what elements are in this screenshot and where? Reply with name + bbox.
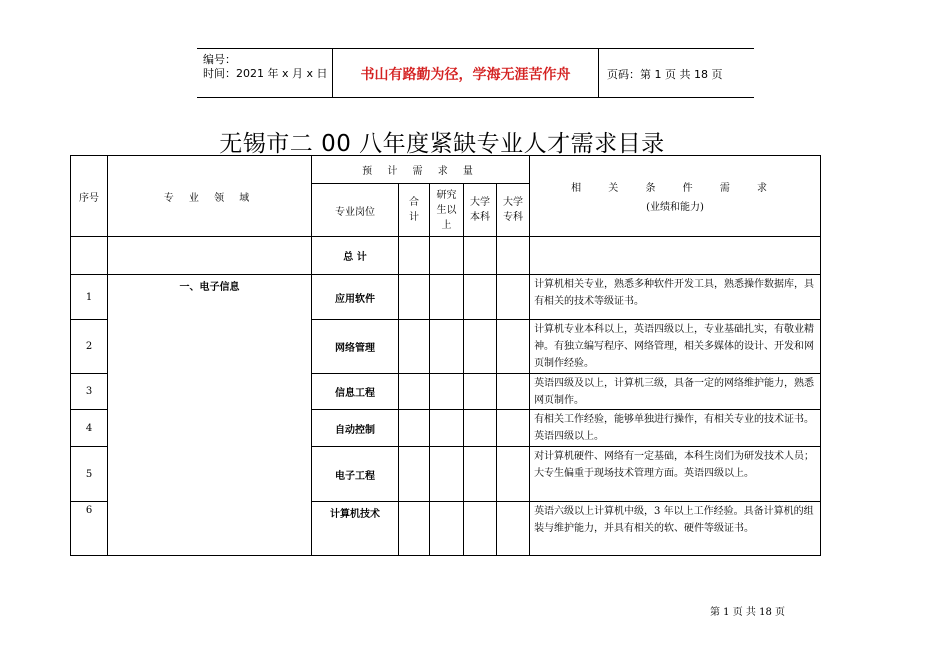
page-title: 无锡市二 00 八年度紧缺专业人才需求目录	[219, 131, 665, 157]
college-header-text: 大学专科	[503, 197, 524, 223]
row-bachelor	[464, 447, 497, 502]
col-header-conditions	[530, 156, 821, 237]
row-college	[497, 374, 530, 410]
row-bachelor	[464, 410, 497, 447]
row-total	[399, 502, 430, 556]
total-label: 总 计	[312, 237, 399, 275]
row-grad	[430, 374, 464, 410]
col-header-post: 专业岗位	[312, 184, 399, 237]
col-header-demand: 预 计 需 求 量	[312, 156, 530, 184]
time-label: 时间：2021 年 x 月 x 日	[203, 67, 328, 80]
header-page-cell	[599, 49, 754, 97]
page-footer: 第 1 页 共 18 页	[710, 607, 785, 618]
grad-header-text: 研究生以上	[436, 189, 457, 231]
row-grad	[430, 502, 464, 556]
conditions-subtitle: (业绩和能力)	[646, 202, 704, 213]
table-row	[71, 275, 821, 320]
col-header-seq: 序号	[71, 156, 108, 237]
col-header-college	[497, 184, 530, 237]
header-row-1	[71, 156, 821, 184]
row-post: 信息工程	[312, 374, 399, 410]
motto-text: 书山有路勤为径，学海无涯苦作舟	[360, 67, 571, 83]
total-field-cell	[108, 237, 312, 275]
row-college	[497, 502, 530, 556]
col-header-total	[399, 184, 430, 237]
row-grad	[430, 410, 464, 447]
total-college-cell	[497, 237, 530, 275]
row-total	[399, 447, 430, 502]
row-seq: 3	[71, 374, 108, 410]
row-grad	[430, 320, 464, 374]
row-seq: 2	[71, 320, 108, 374]
total-header-text: 合计	[409, 197, 419, 223]
total-row	[71, 237, 821, 275]
row-total	[399, 320, 430, 374]
row-bachelor	[464, 502, 497, 556]
header-meta-cell	[197, 49, 333, 97]
row-seq: 5	[71, 447, 108, 502]
total-cond-cell	[530, 237, 821, 275]
row-seq: 6	[71, 502, 108, 556]
row-college	[497, 320, 530, 374]
row-conditions: 有相关工作经验，能够单独进行操作，有相关专业的技术证书。英语四级以上。	[530, 410, 821, 447]
col-header-grad	[430, 184, 464, 237]
conditions-title: 相 关 条 件 需 求	[571, 183, 780, 194]
total-seq-cell	[71, 237, 108, 275]
row-total	[399, 275, 430, 320]
row-seq: 4	[71, 410, 108, 447]
row-college	[497, 410, 530, 447]
row-college	[497, 447, 530, 502]
row-post: 应用软件	[312, 275, 399, 320]
row-grad	[430, 447, 464, 502]
row-conditions: 计算机相关专业，熟悉多种软件开发工具，熟悉操作数据库，具有相关的技术等级证书。	[530, 275, 821, 320]
bachelor-header-text: 大学本科	[470, 197, 490, 223]
row-conditions: 英语四级及以上，计算机三级，具备一定的网络维护能力，熟悉网页制作。	[530, 374, 821, 410]
total-bachelor-cell	[464, 237, 497, 275]
row-grad	[430, 275, 464, 320]
demand-table	[70, 155, 821, 556]
col-header-bachelor	[464, 184, 497, 237]
row-conditions: 计算机专业本科以上，英语四级以上，专业基础扎实，有敬业精神。有独立编写程序、网络管理，相关多媒体的设计、开发和网页制作经验。	[530, 320, 821, 374]
row-bachelor	[464, 320, 497, 374]
document-header	[197, 48, 754, 98]
row-post: 自动控制	[312, 410, 399, 447]
row-total	[399, 410, 430, 447]
row-seq: 1	[71, 275, 108, 320]
page-info: 页码：第 1 页 共 18 页	[607, 68, 723, 81]
number-label: 编号：	[203, 53, 236, 66]
row-post: 网络管理	[312, 320, 399, 374]
row-post: 计算机技术	[312, 502, 399, 556]
row-conditions: 对计算机硬件、网络有一定基础，本科生岗们为研发技术人员；大专生偏重于现场技术管理方面。英语四级以上。	[530, 447, 821, 502]
row-conditions: 英语六级以上计算机中级，3 年以上工作经验。具备计算机的组装与维护能力，并具有相关的软、硬件等级证书。	[530, 502, 821, 556]
row-total	[399, 374, 430, 410]
row-post: 电子工程	[312, 447, 399, 502]
field-name: 一、电子信息	[108, 275, 312, 556]
total-sum-cell	[399, 237, 430, 275]
row-bachelor	[464, 275, 497, 320]
row-college	[497, 275, 530, 320]
row-bachelor	[464, 374, 497, 410]
header-motto-cell	[333, 49, 599, 97]
col-header-field: 专 业 领 域	[108, 156, 312, 237]
total-grad-cell	[430, 237, 464, 275]
